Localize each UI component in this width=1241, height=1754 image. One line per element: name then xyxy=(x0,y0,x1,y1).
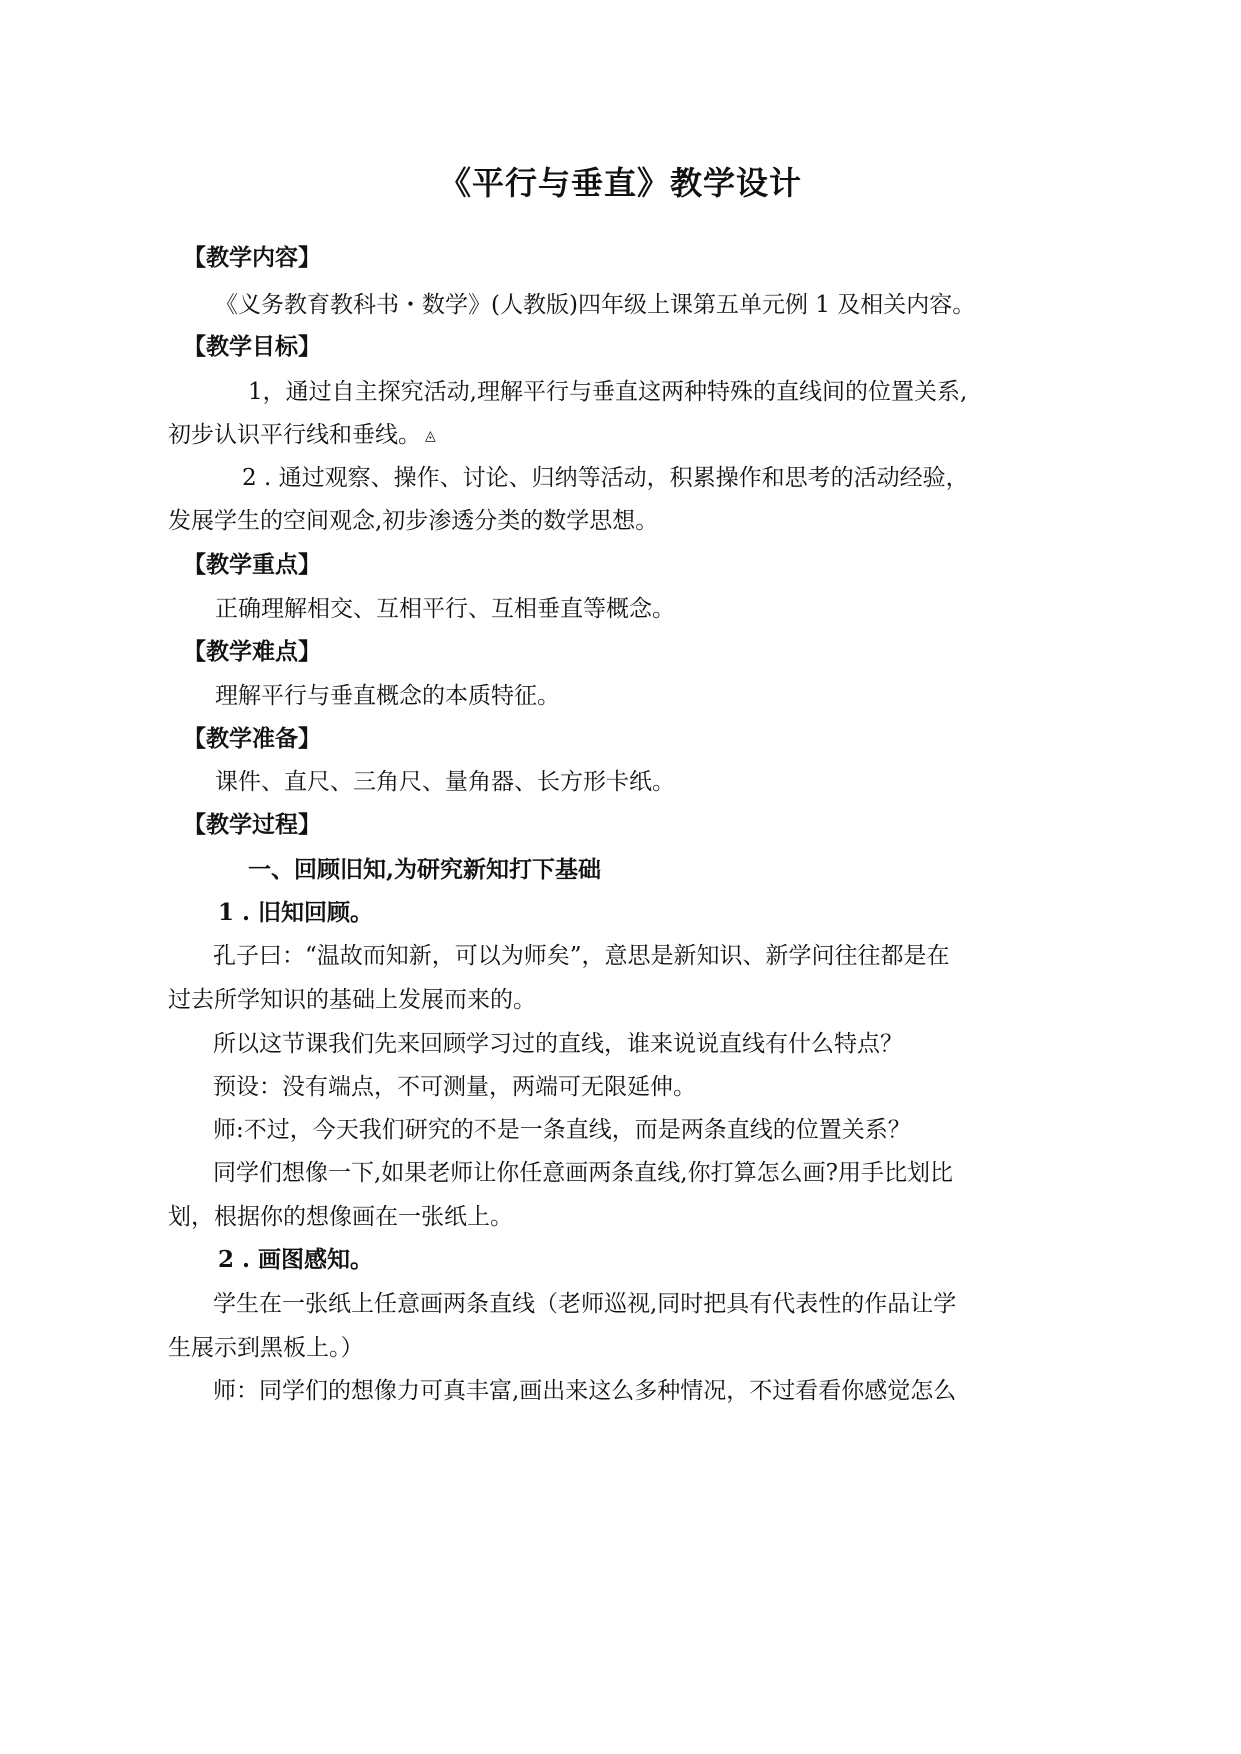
paragraph-4: 师:不过，今天我们研究的不是一条直线，而是两条直线的位置关系？ xyxy=(213,1117,911,1143)
section-heading-goals: 【教学目标】 xyxy=(183,333,321,360)
paragraph-7: 师：同学们的想像力可真丰富,画出来这么多种情况，不过看看你感觉怎么 xyxy=(213,1378,957,1404)
section-heading-content: 【教学内容】 xyxy=(183,244,321,271)
paragraph-6-line-1: 学生在一张纸上任意画两条直线（老师巡视,同时把具有代表性的作品让学 xyxy=(213,1291,957,1317)
section-heading-prep: 【教学准备】 xyxy=(183,725,321,752)
document-title: 《平行与垂直》教学设计 xyxy=(438,164,802,202)
prep-text: 课件、直尺、三角尺、量角器、长方形卡纸。 xyxy=(215,769,675,795)
small-mark-icon: ◬ xyxy=(425,428,436,444)
paragraph-5-line-2: 划，根据你的想像画在一张纸上。 xyxy=(168,1204,513,1230)
paragraph-6-line-2: 生展示到黑板上。） xyxy=(168,1335,364,1361)
key-text: 正确理解相交、互相平行、互相垂直等概念。 xyxy=(215,596,675,622)
goal-2-line-1: 2 . 通过观察、操作、讨论、归纳等活动，积累操作和思考的活动经验， xyxy=(242,465,969,491)
goal-1-line-1: 1，通过自主探究活动,理解平行与垂直这两种特殊的直线间的位置关系, xyxy=(248,379,968,405)
paragraph-5-line-1: 同学们想像一下,如果老师让你任意画两条直线,你打算怎么画?用手比划比 xyxy=(213,1160,953,1186)
paragraph-1-line-1: 孔子曰：“温故而知新，可以为师矣”，意思是新知识、新学问往往都是在 xyxy=(213,943,950,969)
section-heading-process: 【教学过程】 xyxy=(183,811,321,838)
goal-2-line-2: 发展学生的空间观念,初步渗透分类的数学思想。 xyxy=(168,508,659,534)
goal-1-line-2 xyxy=(168,420,436,451)
step-2-heading: 2 . 画图感知。 xyxy=(218,1246,374,1273)
section-heading-key: 【教学重点】 xyxy=(183,551,321,578)
goal-1-line-2-text: 初步认识平行线和垂线。 xyxy=(168,422,421,448)
section-heading-difficulty: 【教学难点】 xyxy=(183,638,321,665)
step-1-heading: 1 . 旧知回顾。 xyxy=(218,899,374,926)
difficulty-text: 理解平行与垂直概念的本质特征。 xyxy=(215,683,560,709)
paragraph-1-line-2: 过去所学知识的基础上发展而来的。 xyxy=(168,987,536,1013)
paragraph-3: 预设：没有端点，不可测量，两端可无限延伸。 xyxy=(213,1074,696,1100)
part-1-heading: 一、回顾旧知,为研究新知打下基础 xyxy=(248,856,602,883)
paragraph-2: 所以这节课我们先来回顾学习过的直线，谁来说说直线有什么特点？ xyxy=(213,1031,903,1057)
content-text: 《义务教育教科书・数学》(人教版)四年级上课第五单元例 1 及相关内容。 xyxy=(215,292,976,318)
